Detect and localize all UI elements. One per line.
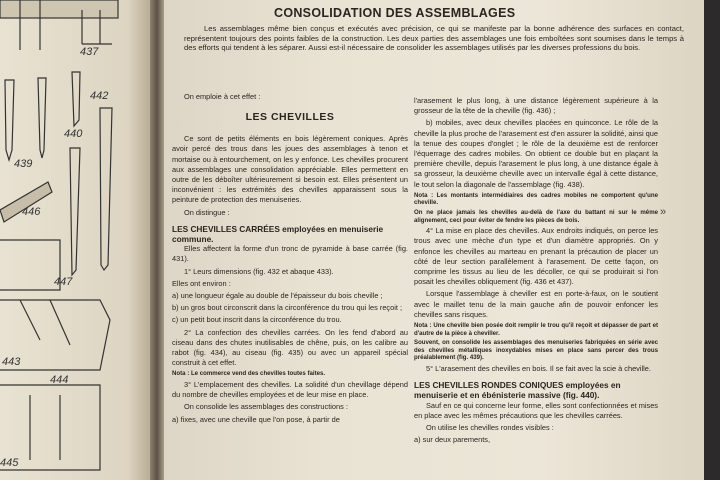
section-heading: LES CHEVILLES bbox=[245, 111, 335, 123]
tool-illustrations bbox=[0, 0, 150, 480]
paragraph: Elles affectent la forme d'un tronc de pyramide à base carrée (fig. 431). bbox=[172, 244, 408, 264]
book-gutter bbox=[150, 0, 164, 480]
figure-number: 443 bbox=[2, 356, 21, 368]
subheading: LES CHEVILLES CARRÉES employées en menuiserie commune. bbox=[172, 223, 384, 245]
note: Souvent, on consolide les assemblages des menuiseries fabriquées en série avec des chevilles métalliques inoxydables mises en place sans percer des trous préalablement (fig. 439). bbox=[414, 339, 658, 362]
subheading: LES CHEVILLES RONDES CONIQUES employées en menuiserie et en ébénisterie massive (fig. 440). bbox=[414, 380, 621, 401]
paragraph: 5° L'arasement des chevilles en bois. Il se fait avec la scie à cheville. bbox=[426, 364, 651, 373]
right-page bbox=[164, 0, 704, 480]
paragraph: 4° La mise en place des chevilles. Aux endroits indiqués, on perce les trous avec une mèche d'un type et d'un diamètre appropriés. On y enfonce les chevilles au marteau en prenant la précaution de placer un côté de leur section parallèlement à l'arasement. De cette façon, on comprime les tissus au lieu de les décoller, ce qui se produirait si l'on posait les chevilles obliquement (fig. 436 et 437). bbox=[414, 226, 658, 287]
paragraph: On distingue : bbox=[184, 207, 230, 217]
list-item: a) fixes, avec une cheville que l'on pose, à partir de bbox=[172, 414, 340, 424]
right-column bbox=[414, 96, 658, 447]
lead-text: On emploie à cet effet : bbox=[184, 92, 261, 101]
paragraph: On utilise les chevilles rondes visibles : bbox=[426, 423, 554, 433]
paragraph: 1° Leurs dimensions (fig. 432 et abaque 433). bbox=[184, 266, 334, 276]
paragraph: l'arasement le plus long, à une distance légèrement supérieure à la grosseur de la tête de la cheville (fig. 436) ; bbox=[414, 96, 658, 116]
figure-number: 437 bbox=[80, 46, 99, 58]
list-item: a) une longueur égale au double de l'épaisseur du bois cheville ; bbox=[172, 291, 383, 301]
intro-paragraph: Les assemblages même bien conçus et exécutés avec précision, ce qui se manifeste par la bonne adhérence des surfaces en contact, représentent toujours des points faibles de la construction. Les deux parties des assemblages une fois emboîtées sont soumises dans le temps à des efforts qui tendent à les séparer. Aussi est-il nécessaire de consolider les assemblages utilisés par les diverses professions du bois. bbox=[184, 24, 684, 52]
figure-number: 447 bbox=[54, 276, 73, 288]
list-item: b) un gros bout circonscrit dans la circonférence du trou qui les reçoit ; bbox=[172, 303, 403, 313]
figure-number: 440 bbox=[64, 128, 83, 140]
page-title: CONSOLIDATION DES ASSEMBLAGES bbox=[274, 6, 516, 20]
left-column bbox=[172, 112, 408, 427]
list-item: c) un petit bout inscrit dans la circonférence du trou. bbox=[172, 315, 342, 325]
figure-number: 442 bbox=[90, 90, 109, 102]
note: Nota : Les montants intermédiaires des cadres mobiles ne comportent qu'une cheville. bbox=[414, 191, 658, 207]
figure-number: 439 bbox=[14, 158, 33, 170]
dark-background-edge bbox=[704, 0, 720, 480]
list-item: a) sur deux parements, bbox=[414, 435, 490, 445]
figure-number: 444 bbox=[50, 374, 69, 386]
paragraph: On consolide les assemblages des constructions : bbox=[184, 402, 348, 412]
paragraph: Ce sont de petits éléments en bois légèrement coniques. Après avoir percé des trous dans les joues des assemblages à tenon et mortaise ou à entourchement, on les y enfonce. Les chevilles procurent aux assemblages une consolidation appréciable. Elles permettent en outre de les déboîter ultérieurement si besoin est. Elles présentent un inconvénient : les extrémités des chevilles apparaissent sous la peinture de protection des menuiseries. bbox=[172, 134, 408, 205]
paragraph: b) mobiles, avec deux chevilles placées en quinconce. Le rôle de la cheville la plus proche de l'arasement est d'en assurer la solidité, ainsi que la tenue des coupes d'onglet ; le rôle de la deuxième est de renforcer l'équerrage des cadres mobiles. On obtient ce double but en plaçant la première cheville, depuis l'arasement le plus long, à une distance égale à sa grosseur, la deuxième cheville avec un intervalle égal à cette distance, le tout selon la diagonale de l'assemblage (fig. 438). bbox=[414, 118, 658, 189]
figure-number: 446 bbox=[22, 206, 41, 218]
note: Nota : Une cheville bien posée doit remplir le trou qu'il reçoit et dépasser de part et d'autre de la pièce à cheviller. bbox=[414, 322, 658, 337]
paragraph: Elles ont environ : bbox=[172, 278, 231, 288]
paragraph: Sauf en ce qui concerne leur forme, elles sont confectionnées et mises en place avec les mêmes précautions que les chevilles carrées. bbox=[414, 400, 658, 420]
paragraph: 2° La confection des chevilles carrées. On les fend d'abord au ciseau dans des chutes inutilisables de chêne, puis, on les calibre au rabot (fig. 434), au ciseau (fig. 435) ou avec un appareil spécial construit à cet effet. bbox=[172, 327, 408, 368]
paragraph: 3° L'emplacement des chevilles. La solidité d'un chevillage dépend du nombre de chevilles employées et de leur mise en place. bbox=[172, 380, 408, 400]
left-page-illustrations bbox=[0, 0, 150, 480]
figure-number: 445 bbox=[0, 457, 19, 469]
note: Nota : Le commerce vend des chevilles toutes faites. bbox=[172, 370, 326, 378]
margin-mark-icon: » bbox=[660, 206, 667, 218]
note: On ne place jamais les chevilles au-delà de l'axe du battant ni sur le même alignement, ceci pour éviter de fendre les pièces de bois. bbox=[414, 209, 658, 224]
paragraph: Lorsque l'assemblage à cheviller est en porte-à-faux, on le soutient avec le maillet tenu de la main gauche afin de pouvoir enfoncer les chevilles sans risques. bbox=[414, 289, 658, 319]
